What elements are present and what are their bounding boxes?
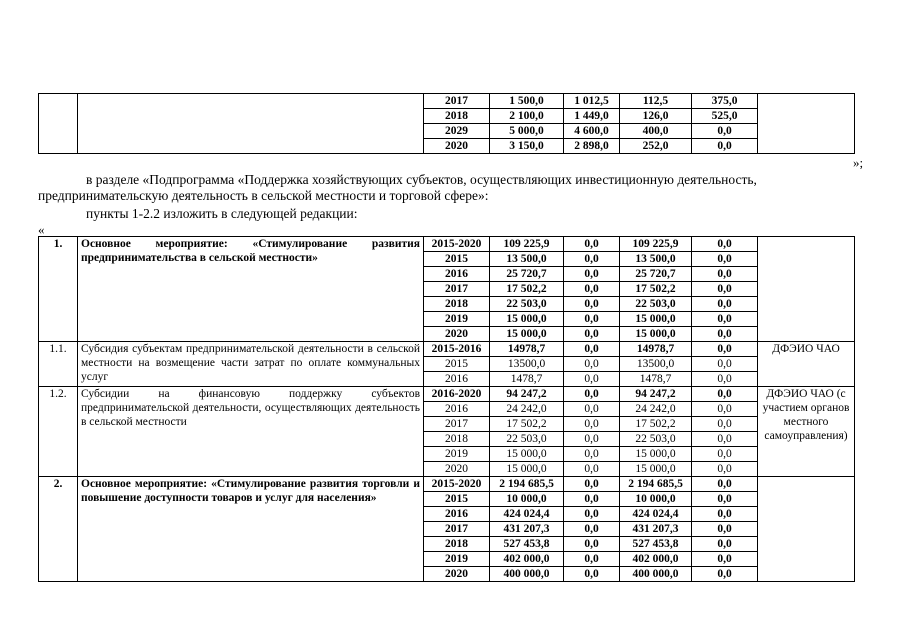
year-cell: 2019 bbox=[424, 552, 490, 567]
municipal-cell: 0,0 bbox=[692, 297, 758, 312]
total-cell: 10 000,0 bbox=[490, 492, 564, 507]
municipal-cell: 0,0 bbox=[692, 124, 758, 139]
year-cell: 2015 bbox=[424, 252, 490, 267]
executor-cell bbox=[758, 477, 855, 582]
federal-cell: 0,0 bbox=[564, 312, 620, 327]
total-cell: 527 453,8 bbox=[490, 537, 564, 552]
federal-cell: 0,0 bbox=[564, 462, 620, 477]
regional-cell: 112,5 bbox=[620, 94, 692, 109]
table-row bbox=[39, 342, 855, 357]
total-cell: 400 000,0 bbox=[490, 567, 564, 582]
year-cell: 2018 bbox=[424, 537, 490, 552]
total-cell: 13500,0 bbox=[490, 357, 564, 372]
municipal-cell: 0,0 bbox=[692, 312, 758, 327]
table-row bbox=[39, 387, 855, 402]
total-cell: 2 100,0 bbox=[490, 109, 564, 124]
federal-cell: 0,0 bbox=[564, 492, 620, 507]
municipal-cell: 0,0 bbox=[692, 432, 758, 447]
total-cell: 1478,7 bbox=[490, 372, 564, 387]
federal-cell: 0,0 bbox=[564, 342, 620, 357]
program-table bbox=[38, 236, 855, 582]
year-cell: 2015-2020 bbox=[424, 237, 490, 252]
year-cell: 2015 bbox=[424, 492, 490, 507]
item-title-cell: Субсидии на финансовую поддержку субъектов предпринимательской деятельности, осуществляющих деятельность в сельской местности bbox=[78, 387, 424, 477]
municipal-cell: 0,0 bbox=[692, 267, 758, 282]
regional-cell: 400,0 bbox=[620, 124, 692, 139]
total-cell: 1 500,0 bbox=[490, 94, 564, 109]
federal-cell: 0,0 bbox=[564, 522, 620, 537]
year-cell: 2020 bbox=[424, 462, 490, 477]
federal-cell: 0,0 bbox=[564, 297, 620, 312]
total-cell: 15 000,0 bbox=[490, 312, 564, 327]
federal-cell: 0,0 bbox=[564, 432, 620, 447]
municipal-cell: 0,0 bbox=[692, 387, 758, 402]
regional-cell: 22 503,0 bbox=[620, 297, 692, 312]
description-cell bbox=[78, 94, 424, 154]
item-title-cell: Субсидия субъектам предпринимательской деятельности в сельской местности на возмещение части затрат по оплате коммунальных услуг bbox=[78, 342, 424, 387]
executor-cell bbox=[758, 94, 855, 154]
executor-cell: ДФЭИО ЧАО (с участием органов местного самоуправления) bbox=[758, 387, 855, 477]
year-cell: 2020 bbox=[424, 327, 490, 342]
total-cell: 109 225,9 bbox=[490, 237, 564, 252]
total-cell: 402 000,0 bbox=[490, 552, 564, 567]
year-cell: 2016 bbox=[424, 372, 490, 387]
year-cell: 2020 bbox=[424, 567, 490, 582]
federal-cell: 1 012,5 bbox=[564, 94, 620, 109]
federal-cell: 0,0 bbox=[564, 417, 620, 432]
municipal-cell: 0,0 bbox=[692, 447, 758, 462]
federal-cell: 0,0 bbox=[564, 267, 620, 282]
regional-cell: 527 453,8 bbox=[620, 537, 692, 552]
federal-cell: 0,0 bbox=[564, 477, 620, 492]
municipal-cell: 0,0 bbox=[692, 252, 758, 267]
regional-cell: 14978,7 bbox=[620, 342, 692, 357]
municipal-cell: 0,0 bbox=[692, 507, 758, 522]
total-cell: 13 500,0 bbox=[490, 252, 564, 267]
federal-cell: 0,0 bbox=[564, 252, 620, 267]
items-instruction: пункты 1-2.2 изложить в следующей редакции: bbox=[86, 206, 358, 221]
year-cell: 2019 bbox=[424, 312, 490, 327]
total-cell: 3 150,0 bbox=[490, 139, 564, 154]
table-row bbox=[39, 94, 855, 109]
regional-cell: 15 000,0 bbox=[620, 447, 692, 462]
municipal-cell: 0,0 bbox=[692, 402, 758, 417]
federal-cell: 4 600,0 bbox=[564, 124, 620, 139]
regional-cell: 15 000,0 bbox=[620, 312, 692, 327]
year-cell: 2017 bbox=[424, 522, 490, 537]
regional-cell: 431 207,3 bbox=[620, 522, 692, 537]
year-cell: 2015 bbox=[424, 357, 490, 372]
municipal-cell: 0,0 bbox=[692, 462, 758, 477]
regional-cell: 17 502,2 bbox=[620, 417, 692, 432]
section-paragraph-continuation: предпринимательскую деятельность в сельской местности и торговой сфере»: bbox=[38, 188, 489, 203]
item-number-cell: 1.2. bbox=[39, 387, 78, 477]
federal-cell: 2 898,0 bbox=[564, 139, 620, 154]
item-number-cell: 2. bbox=[39, 477, 78, 582]
regional-cell: 402 000,0 bbox=[620, 552, 692, 567]
federal-cell: 0,0 bbox=[564, 372, 620, 387]
number-cell bbox=[39, 94, 78, 154]
executor-cell: ДФЭИО ЧАО bbox=[758, 342, 855, 387]
municipal-cell: 0,0 bbox=[692, 522, 758, 537]
total-cell: 15 000,0 bbox=[490, 447, 564, 462]
federal-cell: 0,0 bbox=[564, 357, 620, 372]
total-cell: 15 000,0 bbox=[490, 327, 564, 342]
year-cell: 2018 bbox=[424, 297, 490, 312]
federal-cell: 0,0 bbox=[564, 237, 620, 252]
total-cell: 2 194 685,5 bbox=[490, 477, 564, 492]
regional-cell: 126,0 bbox=[620, 109, 692, 124]
regional-cell: 15 000,0 bbox=[620, 462, 692, 477]
year-cell: 2018 bbox=[424, 109, 490, 124]
table-row bbox=[39, 477, 855, 492]
federal-cell: 0,0 bbox=[564, 387, 620, 402]
year-cell: 2019 bbox=[424, 447, 490, 462]
federal-cell: 0,0 bbox=[564, 447, 620, 462]
total-cell: 25 720,7 bbox=[490, 267, 564, 282]
regional-cell: 94 247,2 bbox=[620, 387, 692, 402]
executor-cell bbox=[758, 237, 855, 342]
regional-cell: 13500,0 bbox=[620, 357, 692, 372]
year-cell: 2017 bbox=[424, 94, 490, 109]
federal-cell: 0,0 bbox=[564, 507, 620, 522]
year-cell: 2029 bbox=[424, 124, 490, 139]
municipal-cell: 0,0 bbox=[692, 357, 758, 372]
municipal-cell: 0,0 bbox=[692, 417, 758, 432]
opening-quote: « bbox=[38, 222, 45, 237]
total-cell: 22 503,0 bbox=[490, 297, 564, 312]
total-cell: 17 502,2 bbox=[490, 417, 564, 432]
federal-cell: 1 449,0 bbox=[564, 109, 620, 124]
continued-table bbox=[38, 93, 855, 154]
federal-cell: 0,0 bbox=[564, 327, 620, 342]
regional-cell: 424 024,4 bbox=[620, 507, 692, 522]
section-paragraph: в разделе «Подпрограмма «Поддержка хозяйствующих субъектов, осуществляющих инвестиционную деятельность, bbox=[86, 172, 757, 187]
federal-cell: 0,0 bbox=[564, 282, 620, 297]
year-cell: 2017 bbox=[424, 282, 490, 297]
regional-cell: 17 502,2 bbox=[620, 282, 692, 297]
regional-cell: 13 500,0 bbox=[620, 252, 692, 267]
regional-cell: 2 194 685,5 bbox=[620, 477, 692, 492]
regional-cell: 10 000,0 bbox=[620, 492, 692, 507]
table-row bbox=[39, 237, 855, 252]
municipal-cell: 0,0 bbox=[692, 492, 758, 507]
municipal-cell: 0,0 bbox=[692, 537, 758, 552]
municipal-cell: 375,0 bbox=[692, 94, 758, 109]
federal-cell: 0,0 bbox=[564, 537, 620, 552]
total-cell: 431 207,3 bbox=[490, 522, 564, 537]
regional-cell: 252,0 bbox=[620, 139, 692, 154]
municipal-cell: 0,0 bbox=[692, 567, 758, 582]
federal-cell: 0,0 bbox=[564, 567, 620, 582]
municipal-cell: 525,0 bbox=[692, 109, 758, 124]
year-cell: 2016 bbox=[424, 507, 490, 522]
item-number-cell: 1.1. bbox=[39, 342, 78, 387]
municipal-cell: 0,0 bbox=[692, 552, 758, 567]
municipal-cell: 0,0 bbox=[692, 139, 758, 154]
total-cell: 24 242,0 bbox=[490, 402, 564, 417]
year-cell: 2018 bbox=[424, 432, 490, 447]
municipal-cell: 0,0 bbox=[692, 327, 758, 342]
year-cell: 2017 bbox=[424, 417, 490, 432]
regional-cell: 24 242,0 bbox=[620, 402, 692, 417]
year-cell: 2020 bbox=[424, 139, 490, 154]
regional-cell: 1478,7 bbox=[620, 372, 692, 387]
municipal-cell: 0,0 bbox=[692, 342, 758, 357]
total-cell: 22 503,0 bbox=[490, 432, 564, 447]
municipal-cell: 0,0 bbox=[692, 282, 758, 297]
federal-cell: 0,0 bbox=[564, 552, 620, 567]
total-cell: 17 502,2 bbox=[490, 282, 564, 297]
municipal-cell: 0,0 bbox=[692, 372, 758, 387]
regional-cell: 400 000,0 bbox=[620, 567, 692, 582]
total-cell: 94 247,2 bbox=[490, 387, 564, 402]
year-cell: 2016 bbox=[424, 267, 490, 282]
municipal-cell: 0,0 bbox=[692, 477, 758, 492]
year-cell: 2015-2016 bbox=[424, 342, 490, 357]
regional-cell: 109 225,9 bbox=[620, 237, 692, 252]
regional-cell: 15 000,0 bbox=[620, 327, 692, 342]
total-cell: 424 024,4 bbox=[490, 507, 564, 522]
federal-cell: 0,0 bbox=[564, 402, 620, 417]
total-cell: 14978,7 bbox=[490, 342, 564, 357]
total-cell: 5 000,0 bbox=[490, 124, 564, 139]
regional-cell: 22 503,0 bbox=[620, 432, 692, 447]
year-cell: 2016-2020 bbox=[424, 387, 490, 402]
year-cell: 2016 bbox=[424, 402, 490, 417]
municipal-cell: 0,0 bbox=[692, 237, 758, 252]
regional-cell: 25 720,7 bbox=[620, 267, 692, 282]
item-title-cell: Основное мероприятие: «Стимулирование развития торговли и повышение доступности товаров и услуг для населения» bbox=[78, 477, 424, 582]
year-cell: 2015-2020 bbox=[424, 477, 490, 492]
total-cell: 15 000,0 bbox=[490, 462, 564, 477]
item-number-cell: 1. bbox=[39, 237, 78, 342]
closing-quote: »; bbox=[853, 155, 864, 170]
item-title-cell: Основное мероприятие: «Стимулирование развития предпринимательства в сельской местности» bbox=[78, 237, 424, 342]
